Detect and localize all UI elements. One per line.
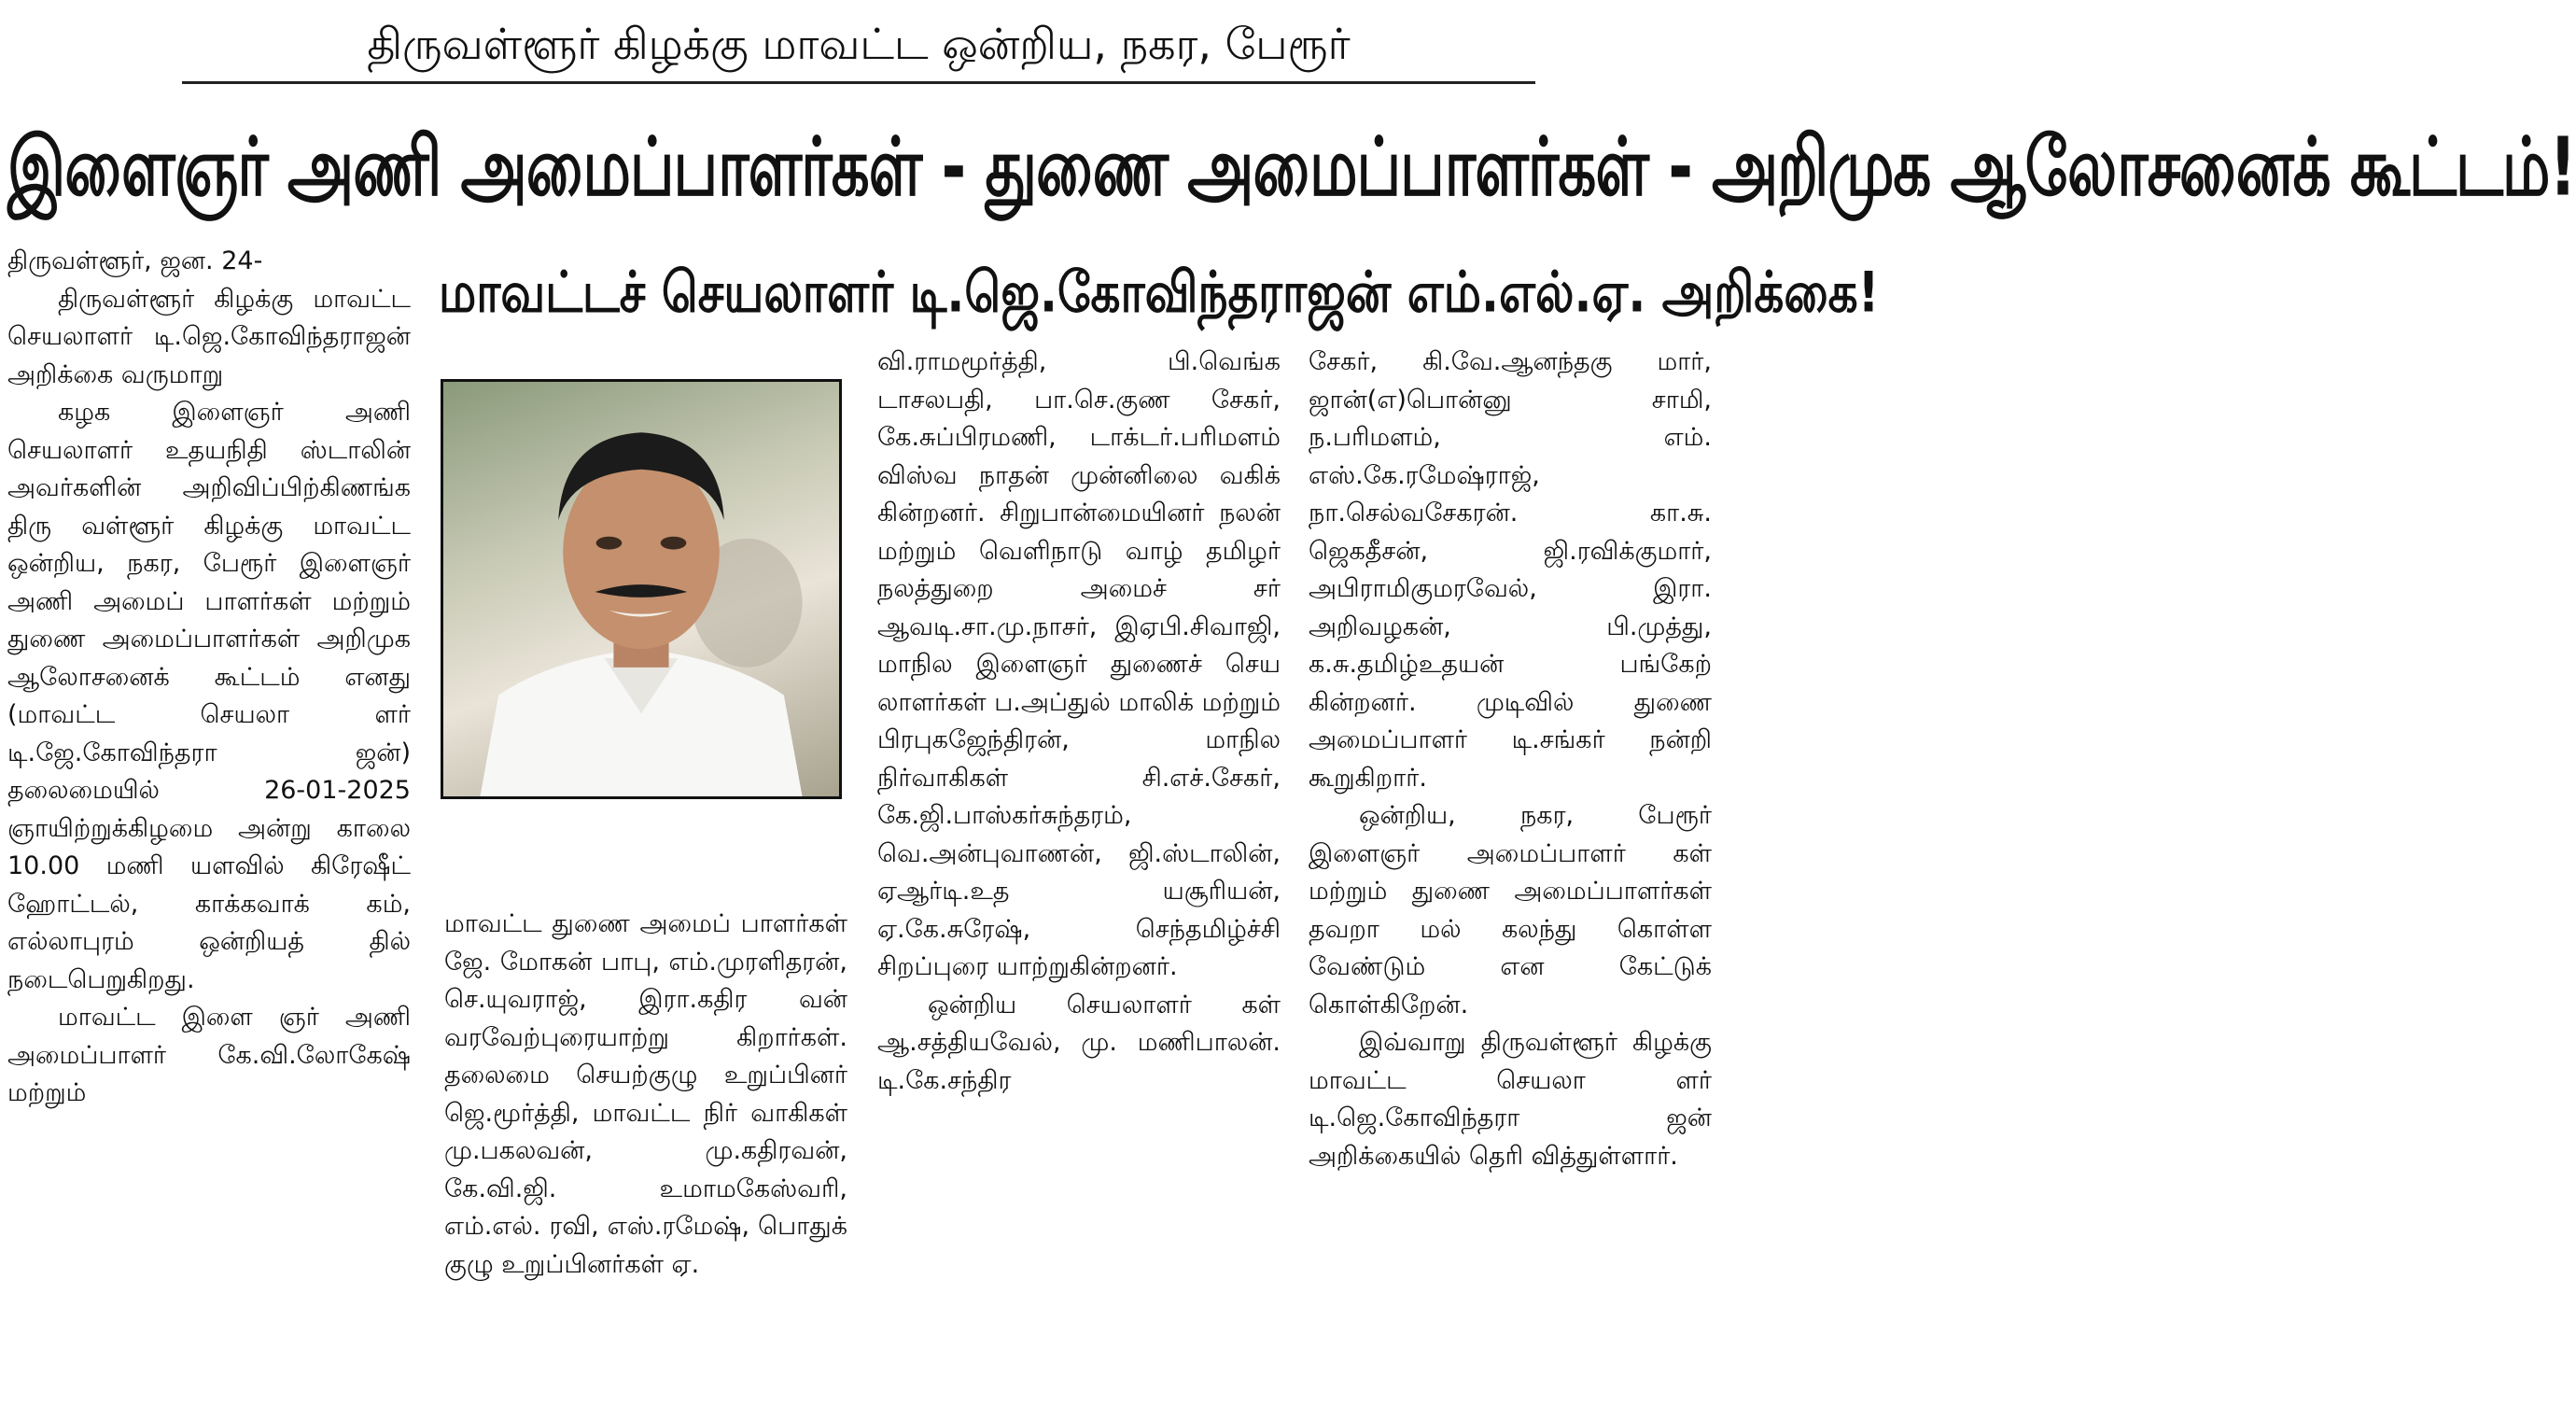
paragraph: மாவட்ட இளை ஞர் அணி அமைப்பாளர் கே.வி.லோகேஷ் மற்றும் (7, 1003, 411, 1107)
portrait-photo (441, 379, 842, 799)
kicker-headline: திருவள்ளூர் கிழக்கு மாவட்ட ஒன்றிய, நகர, பேரூர் (367, 19, 1351, 69)
dateline: திருவள்ளூர், ஜன. 24- (7, 246, 263, 275)
portrait-illustration (443, 382, 839, 796)
paragraph: கழக இளைஞர் அணி செயலாளர் உதயநிதி ஸ்டாலின் அவர்களின் அறிவிப்பிற்கிணங்க திரு வள்ளூர் கிழக்கு மாவட்ட ஒன்றிய, நகர, பேரூர் இளைஞர் அணி அமைப் பாளர்கள் மற்றும் துணை அமைப்பாளர்கள் அறிமுக ஆலோசனைக் கூட்டம் எனது (மாவட்ட செயலா ளர் டி.ஜே.கோவிந்தரா ஜன்) தலைமையில் 26-01-2025 ஞாயிற்றுக்கிழமை அன்று காலை 10.00 மணி யளவில் கிரேஷீட் ஹோட்டல், காக்கவாக் கம், எல்லாபுரம் ஒன்றியத் தில் நடைபெறுகிறது. (7, 398, 411, 994)
paragraph: இவ்வாறு திருவள்ளூர் கிழக்கு மாவட்ட செயலா ளர் டி.ஜெ.கோவிந்தரா ஜன் அறிக்கையில் தெரி வித்துள்ளார். (1309, 1028, 1712, 1171)
article-column-3 (877, 344, 1281, 1400)
paragraph: வி.ராமமூர்த்தி, பி.வெங்க டாசலபதி, பா.செ.குண சேகர், கே.சுப்பிரமணி, டாக்டர்.பரிமளம் விஸ்வ நாதன் முன்னிலை வகிக் கின்றனர். சிறுபான்மையினர் நலன் மற்றும் வெளிநாடு வாழ் தமிழர் நலத்துறை அமைச் சர் ஆவடி.சா.மு.நாசர், இஏபி.சிவாஜி, மாநில இளைஞர் துணைச் செய லாளர்கள் ப.அப்துல் மாலிக் மற்றும் பிரபுகஜேந்திரன், மாநில நிர்வாகிகள் சி.எச்.சேகர், கே.ஜி.பாஸ்கர்சுந்தரம், வெ.அன்புவாணன், ஜி.ஸ்டாலின், ஏஆர்டி.உத யசூரியன், ஏ.கே.சுரேஷ், செந்தமிழ்ச்சி சிறப்புரை யாற்றுகின்றனர். (877, 347, 1281, 981)
article-column-2 (444, 906, 847, 1400)
paragraph: ஒன்றிய செயலாளர் கள் ஆ.சத்தியவேல், மு. மணிபாலன். டி.கே.சந்திர (877, 990, 1281, 1095)
paragraph: சேகர், கி.வே.ஆனந்தகு மார், ஜான்(எ)பொன்னு சாமி, ந.பரிமளம், எம். எஸ்.கே.ரமேஷ்ராஜ், நா.செல்வசேகரன். கா.சு. ஜெகதீசன், ஜி.ரவிக்குமார், அபிராமிகுமரவேல், இரா. அறிவழகன், பி.முத்து, க.சு.தமிழ்உதயன் பங்கேற் கின்றனர். முடிவில் துணை அமைப்பாளர் டி.சங்கர் நன்றி கூறுகிறார். (1309, 347, 1712, 793)
paragraph: திருவள்ளூர் கிழக்கு மாவட்ட செயலாளர் டி.ஜெ.கோவிந்தராஜன் அறிக்கை வருமாறு (7, 284, 411, 389)
sub-headline: மாவட்டச் செயலாளர் டி.ஜெ.கோவிந்தராஜன் எம்.எல்.ஏ. அறிக்கை! (439, 260, 1880, 325)
article-column-4 (1309, 344, 1712, 1400)
paragraph: மாவட்ட துணை அமைப் பாளர்கள் ஜே. மோகன் பாபு, எம்.முரளிதரன், செ.யுவராஜ், இரா.கதிர வன் வரவேற்புரையாற்று கிறார்கள். தலைமை செயற்குழு உறுப்பினர் ஜெ.மூர்த்தி, மாவட்ட நிர் வாகிகள் மு.பகலவன், மு.கதிரவன், கே.வி.ஜி. உமாமகேஸ்வரி, எம்.எல். ரவி, எஸ்.ரமேஷ், பொதுக் குழு உறுப்பினர்கள் ஏ. (444, 909, 847, 1279)
paragraph: ஒன்றிய, நகர, பேரூர் இளைஞர் அமைப்பாளர் கள் மற்றும் துணை அமைப்பாளர்கள் தவறா மல் கலந்து கொள்ள வேண்டும் என கேட்டுக் கொள்கிறேன். (1309, 801, 1712, 1019)
article-column-1 (7, 243, 411, 1400)
main-headline: இளைஞர் அணி அமைப்பாளர்கள் - துணை அமைப்பாளர்கள் - அறிமுக ஆலோசனைக் கூட்டம்! (7, 121, 2576, 215)
